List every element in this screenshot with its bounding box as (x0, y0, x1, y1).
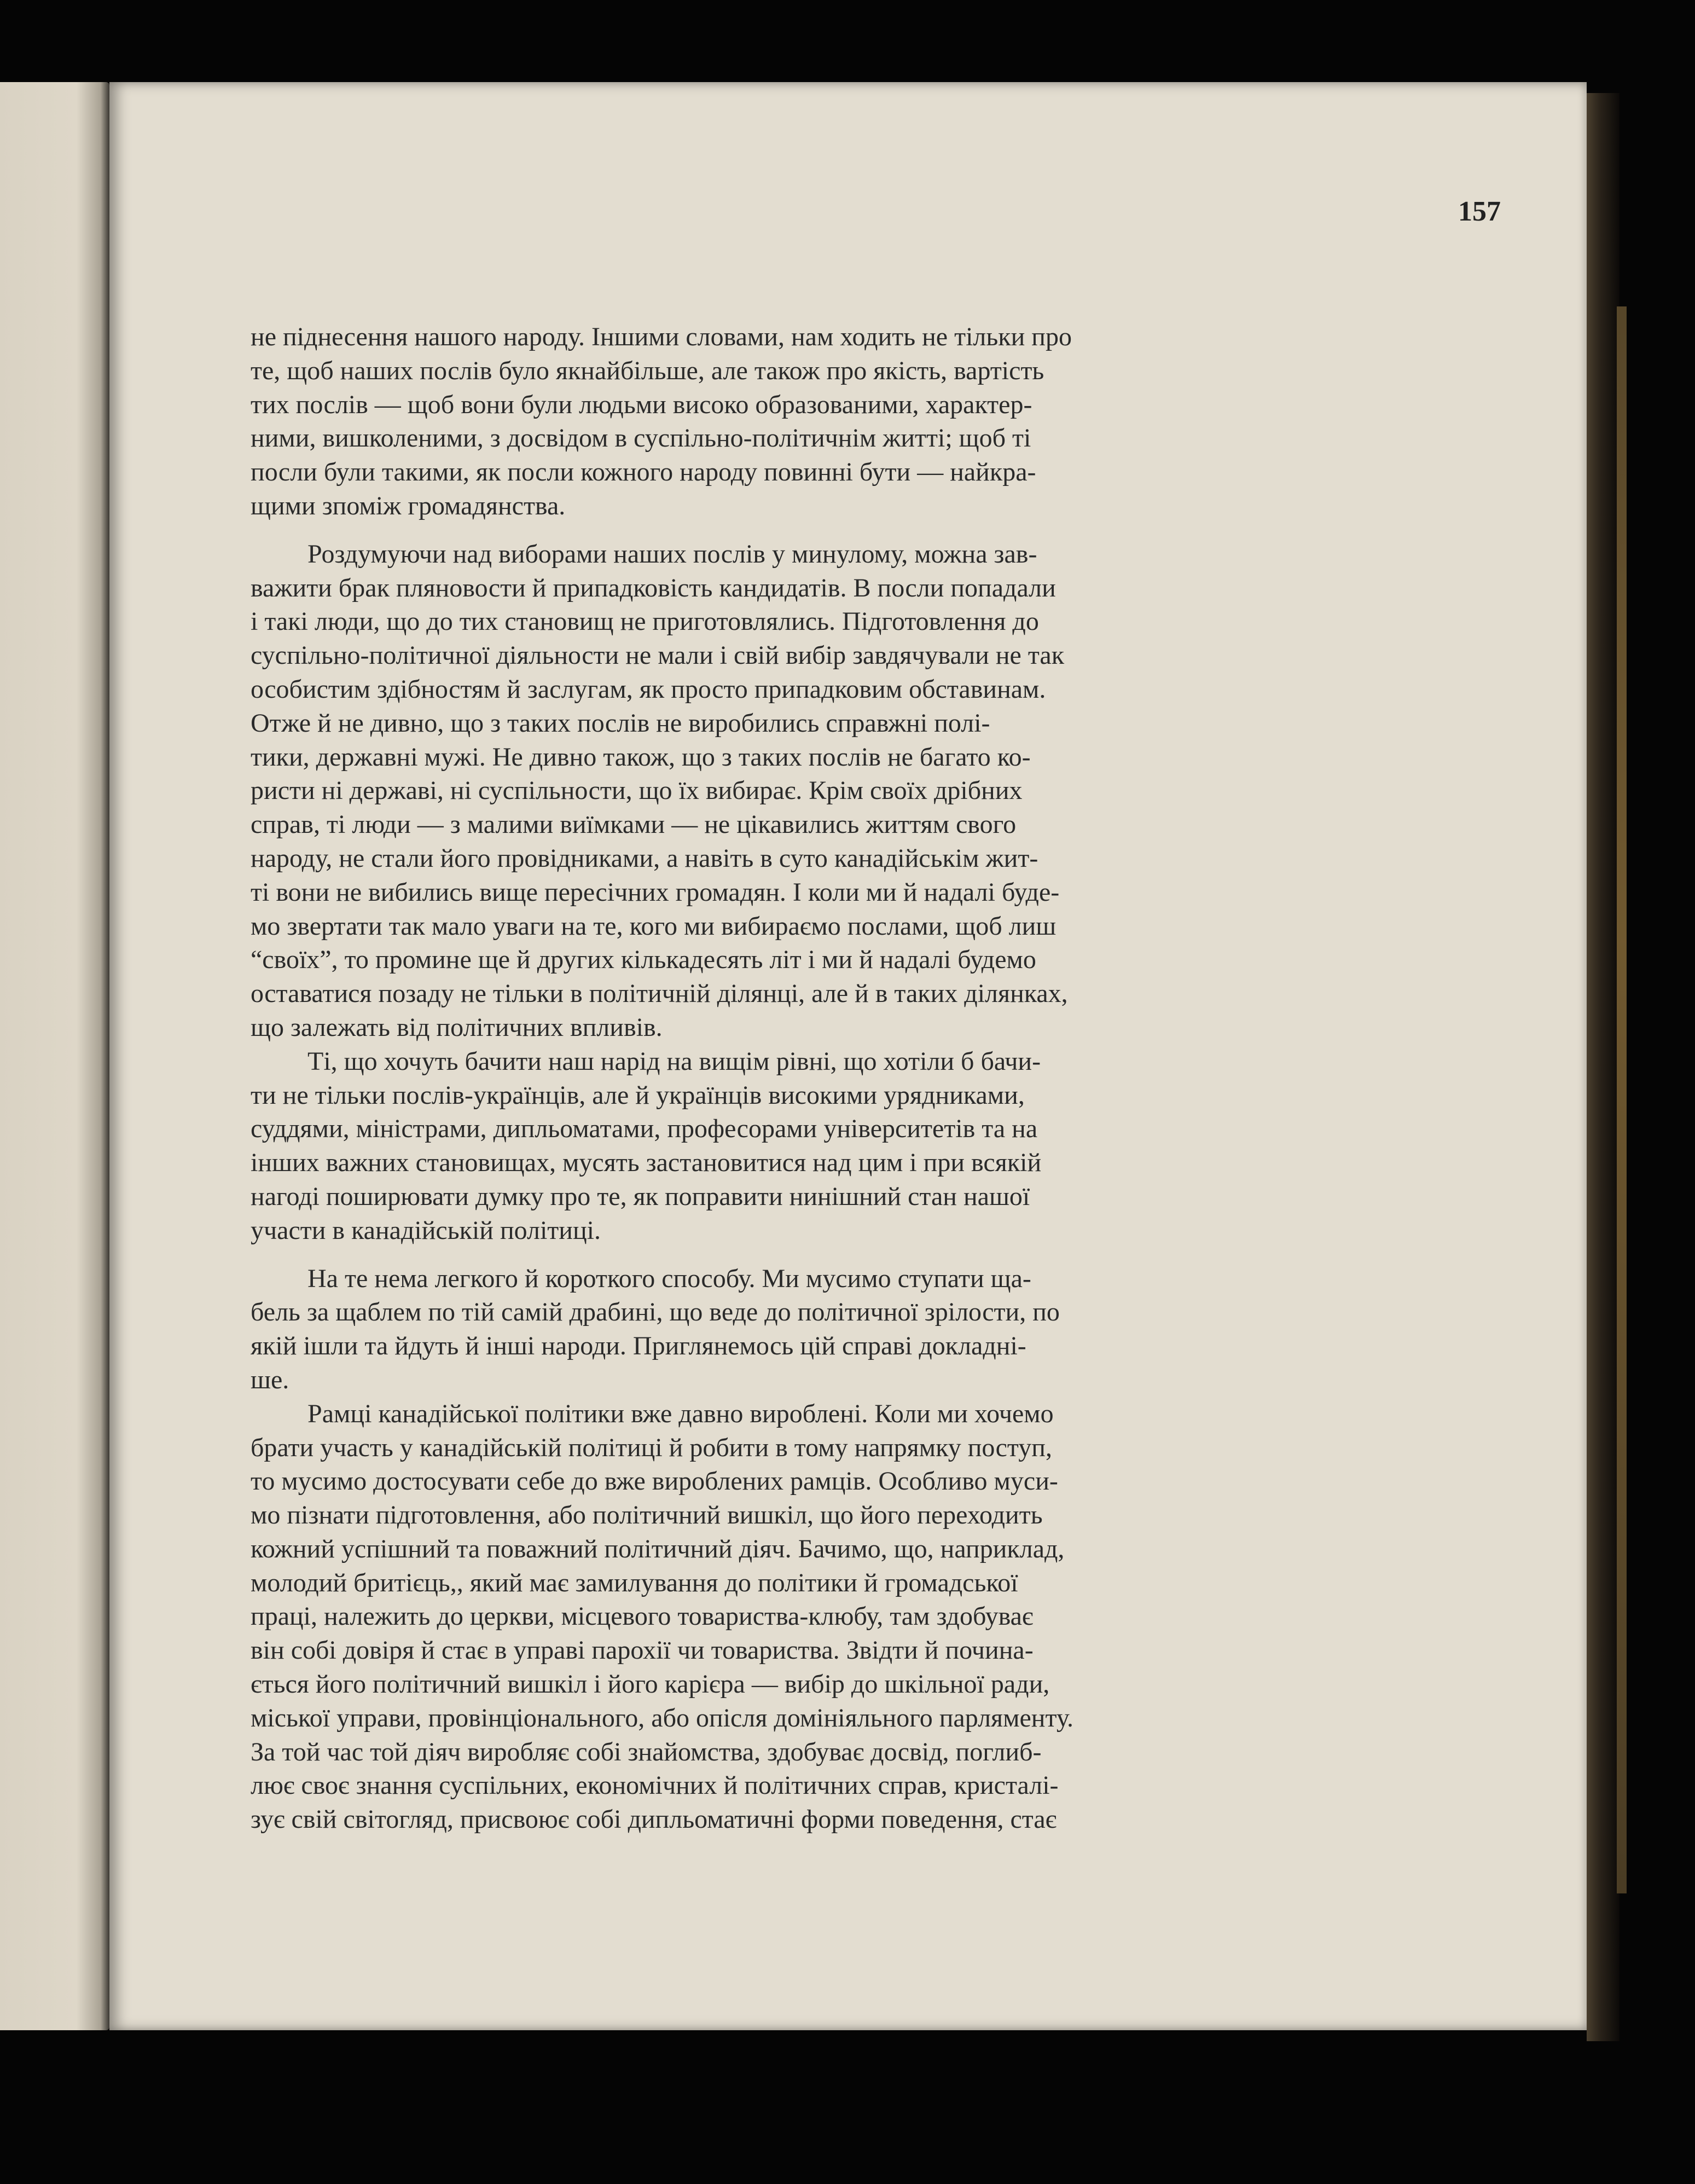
left-page-edge (0, 82, 109, 2030)
book-spine-accent (1617, 306, 1627, 1893)
paragraph: Рамці канадійської політики вже давно вироблені. Коли ми хочемо брати участь у канадійській політиці й робити в тому напрямку поступ, то мусимо достосувати себе до вже вироблених рамців. Особливо муси- мо пізнати підготовлення, або політичний вишкіл, що його переходить кожний успішний та поважний політичний діяч. Бачимо, що, наприклад, молодий бритієць,, який має замилування до політики й громадської праці, належить до церкви, місцевого товариства-клюбу, там здобуває він собі довіря й стає в управі парохії чи товариства. Звідти й почина- ється його політичний вишкіл і його карієра — вибір до шкільної ради, міської управи, провінціонального, або опісля домініяльного парляменту. За той час той діяч виробляє собі знайомства, здобуває досвід, поглиб- лює своє знання суспільних, економічних й політичних справ, кристалі- зує свій світогляд, присвоює собі дипльоматичні форми поведення, стає (251, 1399, 1074, 1834)
paragraph: На те нема легкого й короткого способу. Ми мусимо ступати ща- бель за щаблем по тій самій драбині, що веде до політичної зрілости, по якій ішли та йдуть й інші народи. Приглянемось цій справі докладні- ше. (251, 1264, 1060, 1394)
page-number: 157 (1458, 196, 1501, 227)
paragraph: не піднесення нашого народу. Іншими словами, нам ходить не тільки про те, щоб наших послів було якнайбільше, але також про якість, вартість тих послів — щоб вони були людьми високо образованими, характер- ними, вишколеними, з досвідом в суспільно-політичнім житті; щоб ті посли були такими, як посли кожного народу повинні бути — найкра- щими зпоміж громадянства. (251, 322, 1072, 520)
paragraph: Роздумуючи над виборами наших послів у минулому, можна зав- важити брак пляновости й припадковість кандидатів. В посли попадали і такі люди, що до тих становищ не приготовлялись. Підготовлення до суспільно-політичної діяльности не мали і свій вибір завдячували не так особистим здібностям й заслугам, як просто припадковим обставинам. Отже й не дивно, що з таких послів не виробились справжні полі- тики, державні мужі. Не дивно також, що з таких послів не багато ко- ристи ні державі, ні суспільности, що їх вибирає. Крім своїх дрібних справ, ті люди — з малими виїмками — не цікавились життям свого народу, не стали його провідниками, а навіть в суто канадійськім жит- ті вони не вибились вище пересічних громадян. І коли ми й надалі буде- мо звертати так мало уваги на те, кого ми вибираємо послами, щоб лиш “своїх”, то промине ще й других кількадесять літ і ми й надалі будемо оставатися позаду не тільки в політичній ділянці, але й в таких ділянках, що залежать від політичних впливів. (251, 539, 1068, 1042)
body-text (251, 320, 1342, 1837)
paragraph: Ті, що хочуть бачити наш нарід на вищім рівні, що хотіли б бачи- ти не тільки послів-українців, але й українців високими урядниками, суддями, міністрами, дипльоматами, професорами університетів та на інших важних становищах, мусять застановитися над цим і при всякій нагоді поширювати думку про те, як поправити нинішний стан нашої участи в канадійській політиці. (251, 1046, 1042, 1245)
book-cover-edge (1587, 93, 1619, 2041)
